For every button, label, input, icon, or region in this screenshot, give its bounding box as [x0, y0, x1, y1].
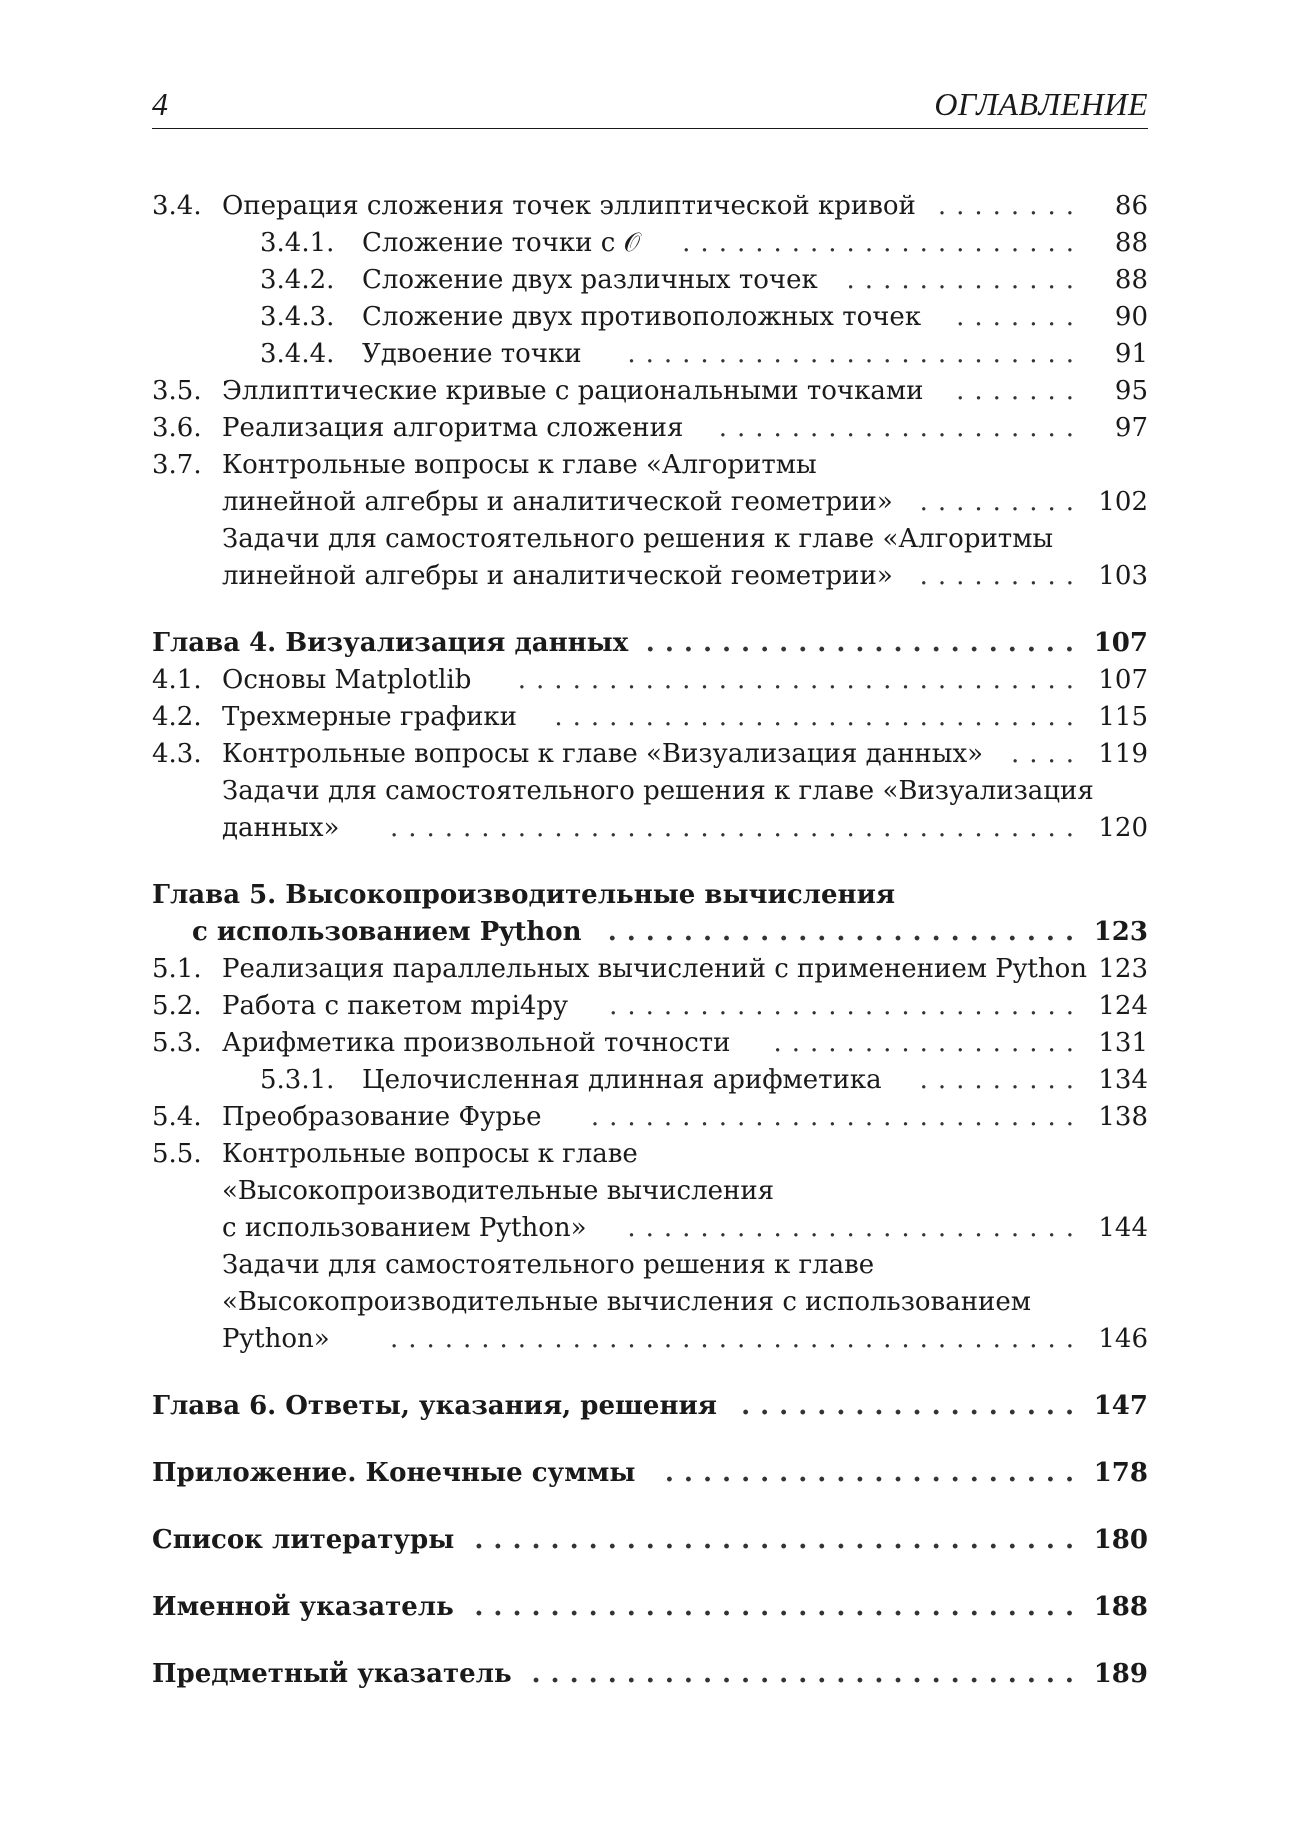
leader-dots: ...................... — [664, 1458, 1084, 1488]
toc-entry-page: 90 — [1114, 302, 1148, 332]
leader-dots: ............................. — [554, 702, 1084, 732]
toc-entry-page: 107 — [1098, 665, 1148, 695]
toc-entry-page: 95 — [1114, 376, 1148, 406]
toc-entry-page: 115 — [1098, 702, 1148, 732]
section-gap — [152, 1559, 1148, 1589]
toc-entry-title: с использованием Python — [192, 917, 582, 947]
toc-entry[interactable] — [152, 951, 1148, 988]
section-gap — [152, 1626, 1148, 1656]
toc-entry-title: Удвоение точки — [362, 339, 582, 369]
leader-dots: ....... — [956, 376, 1084, 406]
toc-entry[interactable] — [152, 225, 1148, 262]
toc-entry-title: Реализация алгоритма сложения — [222, 413, 684, 443]
section-gap — [152, 1425, 1148, 1455]
leader-dots: ................................ — [474, 1525, 1084, 1555]
toc-entry-title: Эллиптические кривые с рациональными точками — [222, 376, 924, 406]
toc-entry-number: 4.2. — [152, 702, 202, 732]
toc-entry-title: данных» — [222, 813, 340, 843]
toc-entry[interactable] — [152, 1321, 1148, 1358]
leader-dots: ............. — [846, 265, 1084, 295]
toc-entry[interactable] — [152, 299, 1148, 336]
toc-entry-page: 123 — [1098, 954, 1148, 984]
toc-entry-title: с использованием Python» — [222, 1213, 587, 1243]
toc-entry-title: Глава 6. Ответы, указания, решения — [152, 1391, 717, 1421]
section-gap — [152, 847, 1148, 877]
toc-entry-title: линейной алгебры и аналитической геометрии» — [222, 561, 893, 591]
toc-chapter-entry[interactable] — [152, 1388, 1148, 1425]
leader-dots: ....................... — [645, 628, 1084, 658]
toc-entry-title: Предметный указатель — [152, 1659, 512, 1689]
toc-entry-number: 3.4.1. — [260, 228, 335, 258]
toc-entry-title: Задачи для самостоятельного решения к главе «Визуализация — [222, 776, 1094, 806]
toc-entry-title: Контрольные вопросы к главе «Алгоритмы — [222, 450, 817, 480]
running-title: ОГЛАВЛЕНИЕ — [934, 86, 1148, 122]
toc-entry[interactable] — [152, 736, 1148, 773]
toc-entry-number: 5.4. — [152, 1102, 202, 1132]
toc-entry-number: 5.1. — [152, 954, 202, 984]
page-number: 4 — [152, 86, 168, 122]
toc-entry-page: 120 — [1098, 813, 1148, 843]
toc-entry[interactable] — [152, 447, 1148, 484]
leader-dots: ......................... — [627, 339, 1084, 369]
toc-entry-page: 189 — [1093, 1659, 1148, 1689]
section-gap — [152, 1358, 1148, 1388]
leader-dots: ........................... — [590, 1102, 1084, 1132]
leader-dots: ...................... — [682, 228, 1084, 258]
toc-entry-title: «Высокопроизводительные вычисления — [222, 1176, 775, 1206]
toc-entry-page: 91 — [1114, 339, 1148, 369]
toc-entry-number: 3.7. — [152, 450, 202, 480]
toc-entry[interactable] — [152, 373, 1148, 410]
toc-entry[interactable] — [152, 1247, 1148, 1284]
toc-entry-page: 134 — [1098, 1065, 1148, 1095]
toc-entry-page: 178 — [1093, 1458, 1148, 1488]
toc-chapter-entry[interactable] — [152, 1455, 1148, 1492]
toc-entry-title: линейной алгебры и аналитической геометрии» — [222, 487, 893, 517]
toc-entry[interactable] — [152, 810, 1148, 847]
leader-dots: ...................................... — [389, 813, 1084, 843]
toc-entry[interactable] — [152, 662, 1148, 699]
toc-entry[interactable] — [152, 410, 1148, 447]
toc-entry-title: Python» — [222, 1324, 330, 1354]
toc-chapter-entry[interactable] — [152, 877, 1148, 914]
toc-entry-title: Сложение двух противоположных точек — [362, 302, 922, 332]
toc-entry[interactable] — [152, 484, 1148, 521]
toc-entry[interactable] — [152, 1099, 1148, 1136]
toc-entry-page: 188 — [1093, 1592, 1148, 1622]
leader-dots: ........ — [937, 191, 1084, 221]
toc-entry-number: 4.3. — [152, 739, 202, 769]
toc-entry-page: 102 — [1098, 487, 1148, 517]
toc-entry-number: 5.5. — [152, 1139, 202, 1169]
toc-entry-title: Работа с пакетом mpi4py — [222, 991, 568, 1021]
section-gap — [152, 595, 1148, 625]
toc-entry-page: 147 — [1093, 1391, 1148, 1421]
toc-entry[interactable] — [152, 558, 1148, 595]
toc-entry-title: Сложение точки с 𝒪 — [362, 228, 640, 258]
toc-entry-title: Преобразование Фурье — [222, 1102, 542, 1132]
section-gap — [152, 1492, 1148, 1522]
toc-entry-page: 144 — [1098, 1213, 1148, 1243]
toc-entry-title: Трехмерные графики — [222, 702, 517, 732]
toc-entry-page: 107 — [1093, 628, 1148, 658]
toc-entry[interactable] — [152, 773, 1148, 810]
toc-entry-title: Реализация параллельных вычислений с применением Python — [222, 954, 1087, 984]
toc-entry-page: 97 — [1114, 413, 1148, 443]
toc-entry-number: 3.5. — [152, 376, 202, 406]
toc-entry[interactable] — [152, 336, 1148, 373]
leader-dots: ................................ — [474, 1592, 1084, 1622]
toc-entry-title: Глава 5. Высокопроизводительные вычисления — [152, 880, 896, 910]
toc-entry-title: Список литературы — [152, 1525, 455, 1555]
toc-entry[interactable] — [152, 1136, 1148, 1173]
toc-entry-title: Именной указатель — [152, 1592, 454, 1622]
toc-entry-number: 3.4. — [152, 191, 202, 221]
toc-entry[interactable] — [152, 262, 1148, 299]
toc-entry-title: Задачи для самостоятельного решения к главе — [222, 1250, 875, 1280]
toc-entry-number: 5.2. — [152, 991, 202, 1021]
leader-dots: .......................... — [609, 991, 1084, 1021]
toc-entry-number: 5.3. — [152, 1028, 202, 1058]
leader-dots: .................... — [718, 413, 1084, 443]
toc-entry[interactable] — [152, 188, 1148, 225]
leader-dots: .................. — [741, 1391, 1084, 1421]
toc-entry-number: 3.6. — [152, 413, 202, 443]
toc-entry[interactable] — [152, 521, 1148, 558]
toc-entry-page: 138 — [1098, 1102, 1148, 1132]
toc-entry[interactable] — [152, 1173, 1148, 1210]
toc-entry-title: Арифметика произвольной точности — [222, 1028, 731, 1058]
leader-dots: ............................... — [517, 665, 1084, 695]
leader-dots: ............................. — [531, 1659, 1084, 1689]
toc-entry-page: 124 — [1098, 991, 1148, 1021]
leader-dots: ....... — [956, 302, 1084, 332]
running-header — [152, 80, 1148, 129]
toc-entry-title: Сложение двух различных точек — [362, 265, 818, 295]
toc-chapter-entry[interactable] — [152, 914, 1148, 951]
toc-entry-page: 88 — [1114, 228, 1148, 258]
toc-entry-title: Задачи для самостоятельного решения к главе «Алгоритмы — [222, 524, 1054, 554]
toc-entry-title: Глава 4. Визуализация данных — [152, 628, 629, 658]
leader-dots: ................. — [773, 1028, 1084, 1058]
toc-chapter-entry[interactable] — [152, 1656, 1148, 1693]
toc-entry[interactable] — [152, 1210, 1148, 1247]
toc-chapter-entry[interactable] — [152, 1589, 1148, 1626]
toc-entry-page: 86 — [1114, 191, 1148, 221]
toc-entry-title: Целочисленная длинная арифметика — [362, 1065, 882, 1095]
toc-entry[interactable] — [152, 988, 1148, 1025]
toc-entry-title: Приложение. Конечные суммы — [152, 1458, 636, 1488]
leader-dots: ......... — [919, 487, 1084, 517]
toc-entry-number: 3.4.4. — [260, 339, 335, 369]
toc-entry-title: Контрольные вопросы к главе «Визуализация данных» — [222, 739, 984, 769]
toc-chapter-entry[interactable] — [152, 1522, 1148, 1559]
toc-entry-page: 88 — [1114, 265, 1148, 295]
leader-dots: ......................... — [627, 1213, 1084, 1243]
toc-entry-number: 3.4.2. — [260, 265, 335, 295]
toc-entry-page: 119 — [1098, 739, 1148, 769]
toc-entry-page: 103 — [1098, 561, 1148, 591]
toc-entry-page: 146 — [1098, 1324, 1148, 1354]
toc-entry-title: «Высокопроизводительные вычисления с использованием — [222, 1287, 1031, 1317]
toc-entry[interactable] — [152, 1062, 1148, 1099]
leader-dots: ......... — [919, 1065, 1084, 1095]
toc-entry-number: 4.1. — [152, 665, 202, 695]
toc-entry-page: 123 — [1093, 917, 1148, 947]
toc-entry[interactable] — [152, 1025, 1148, 1062]
toc-entry-title: Основы Matplotlib — [222, 665, 472, 695]
toc-entry-page: 180 — [1093, 1525, 1148, 1555]
leader-dots: ......................... — [607, 917, 1084, 947]
toc-entry-title: Контрольные вопросы к главе — [222, 1139, 638, 1169]
toc-entry-page: 131 — [1098, 1028, 1148, 1058]
leader-dots: ...................................... — [389, 1324, 1084, 1354]
toc-entry-number: 5.3.1. — [260, 1065, 335, 1095]
toc-chapter-entry[interactable] — [152, 625, 1148, 662]
toc-entry[interactable] — [152, 699, 1148, 736]
table-of-contents — [152, 188, 1148, 1693]
toc-entry[interactable] — [152, 1284, 1148, 1321]
toc-entry-number: 3.4.3. — [260, 302, 335, 332]
leader-dots: .... — [1010, 739, 1084, 769]
toc-entry-title: Операция сложения точек эллиптической кривой — [222, 191, 916, 221]
leader-dots: ......... — [919, 561, 1084, 591]
